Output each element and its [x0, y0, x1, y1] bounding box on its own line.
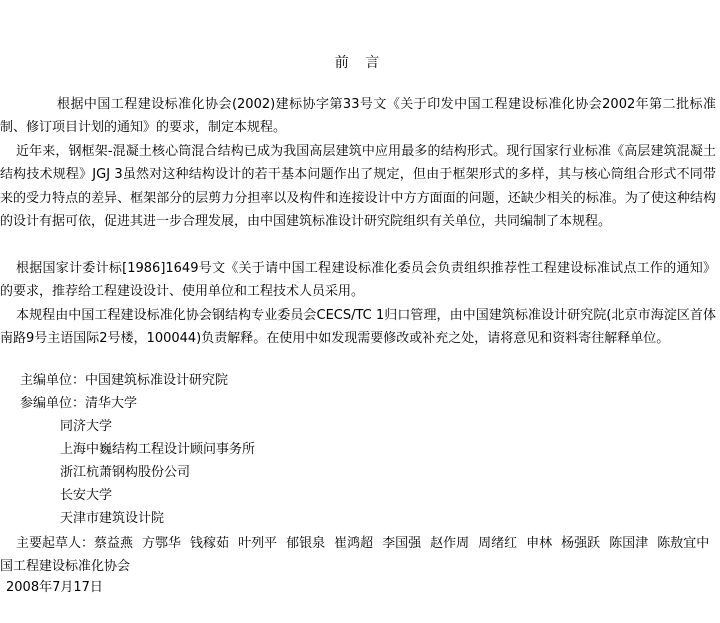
drafter-name: 申林	[526, 536, 553, 551]
drafter-name: 方鄂华	[142, 536, 182, 551]
paragraph-management: 本规程由中国工程建设标准化协会钢结构专业委员会CECS/TC 1归口管理，由中国建筑标准设计研究院(北京市海淀区首体南路9号主语国际2号楼，100044)负责解释。在使用中如发现需要修改或补充之处，请将意见和资料寄往解释单位。	[0, 308, 716, 347]
paragraph-recommendation: 根据国家计委计标[1986]1649号文《关于请中国工程建设标准化委员会负责组织推荐性工程建设标准试点工作的通知》的要求，推荐给工程建设设计、使用单位和工程技术人员采用。	[0, 261, 716, 300]
drafter-name: 崔鸿超	[334, 536, 374, 551]
chief-editor-line: 主编单位：中国建筑标准设计研究院	[20, 373, 229, 388]
drafter-name: 陈敖宜	[657, 536, 697, 551]
drafter-name: 李国强	[382, 536, 422, 551]
paragraph-background: 近年来，钢框架-混凝土核心筒混合结构已成为我国高层建筑中应用最多的结构形式。现行国家行业标准《高层建筑混凝土结构技术规程》JGJ 3虽然对这种结构设计的若干基本问题作出了规定，但由于框架形式的多样，其与核心筒组合形式不同带来的受力特点的差异、框架部分的层剪力分担率以及构件和连接设计中方方面面的问题，还缺少相关的标准。为了使这种结构的设计有据可依，促进其进一步合理发展，由中国建筑标准设计研究院组织有关单位，共同编制了本规程。	[0, 144, 716, 229]
issue-date: 2008年7月17日	[6, 580, 103, 595]
page-title: 前 言	[334, 55, 386, 71]
drafter-name: 杨强跃	[561, 536, 601, 551]
drafter-name: 钱稼茹	[190, 536, 230, 551]
drafter-name: 郁银泉	[286, 536, 326, 551]
co-editor-item: 浙江杭萧钢构股份公司	[60, 465, 191, 480]
drafter-name: 叶列平	[238, 536, 278, 551]
drafter-name: 赵作周	[430, 536, 470, 551]
drafters-label: 主要起草人：	[16, 536, 95, 551]
co-editor-item: 长安大学	[60, 488, 113, 503]
drafters-block	[0, 532, 716, 578]
paragraph-basis: 根据中国工程建设标准化协会(2002)建标协字第33号文《关于印发中国工程建设标准化协会2002年第二批标准制、修订项目计划的通知》的要求，制定本规程。	[0, 97, 716, 136]
co-editor-item: 同济大学	[60, 419, 113, 434]
co-editor-item: 上海中巍结构工程设计顾问事务所	[60, 442, 256, 457]
issuer: 中国工程建设标准化协会	[0, 536, 710, 574]
drafter-name: 蔡益燕	[94, 536, 134, 551]
co-editor-item: 天津市建筑设计院	[60, 511, 165, 526]
drafter-name: 陈国津	[609, 536, 649, 551]
drafter-name: 周绪红	[478, 536, 518, 551]
co-editor-line: 参编单位：清华大学	[20, 396, 138, 411]
